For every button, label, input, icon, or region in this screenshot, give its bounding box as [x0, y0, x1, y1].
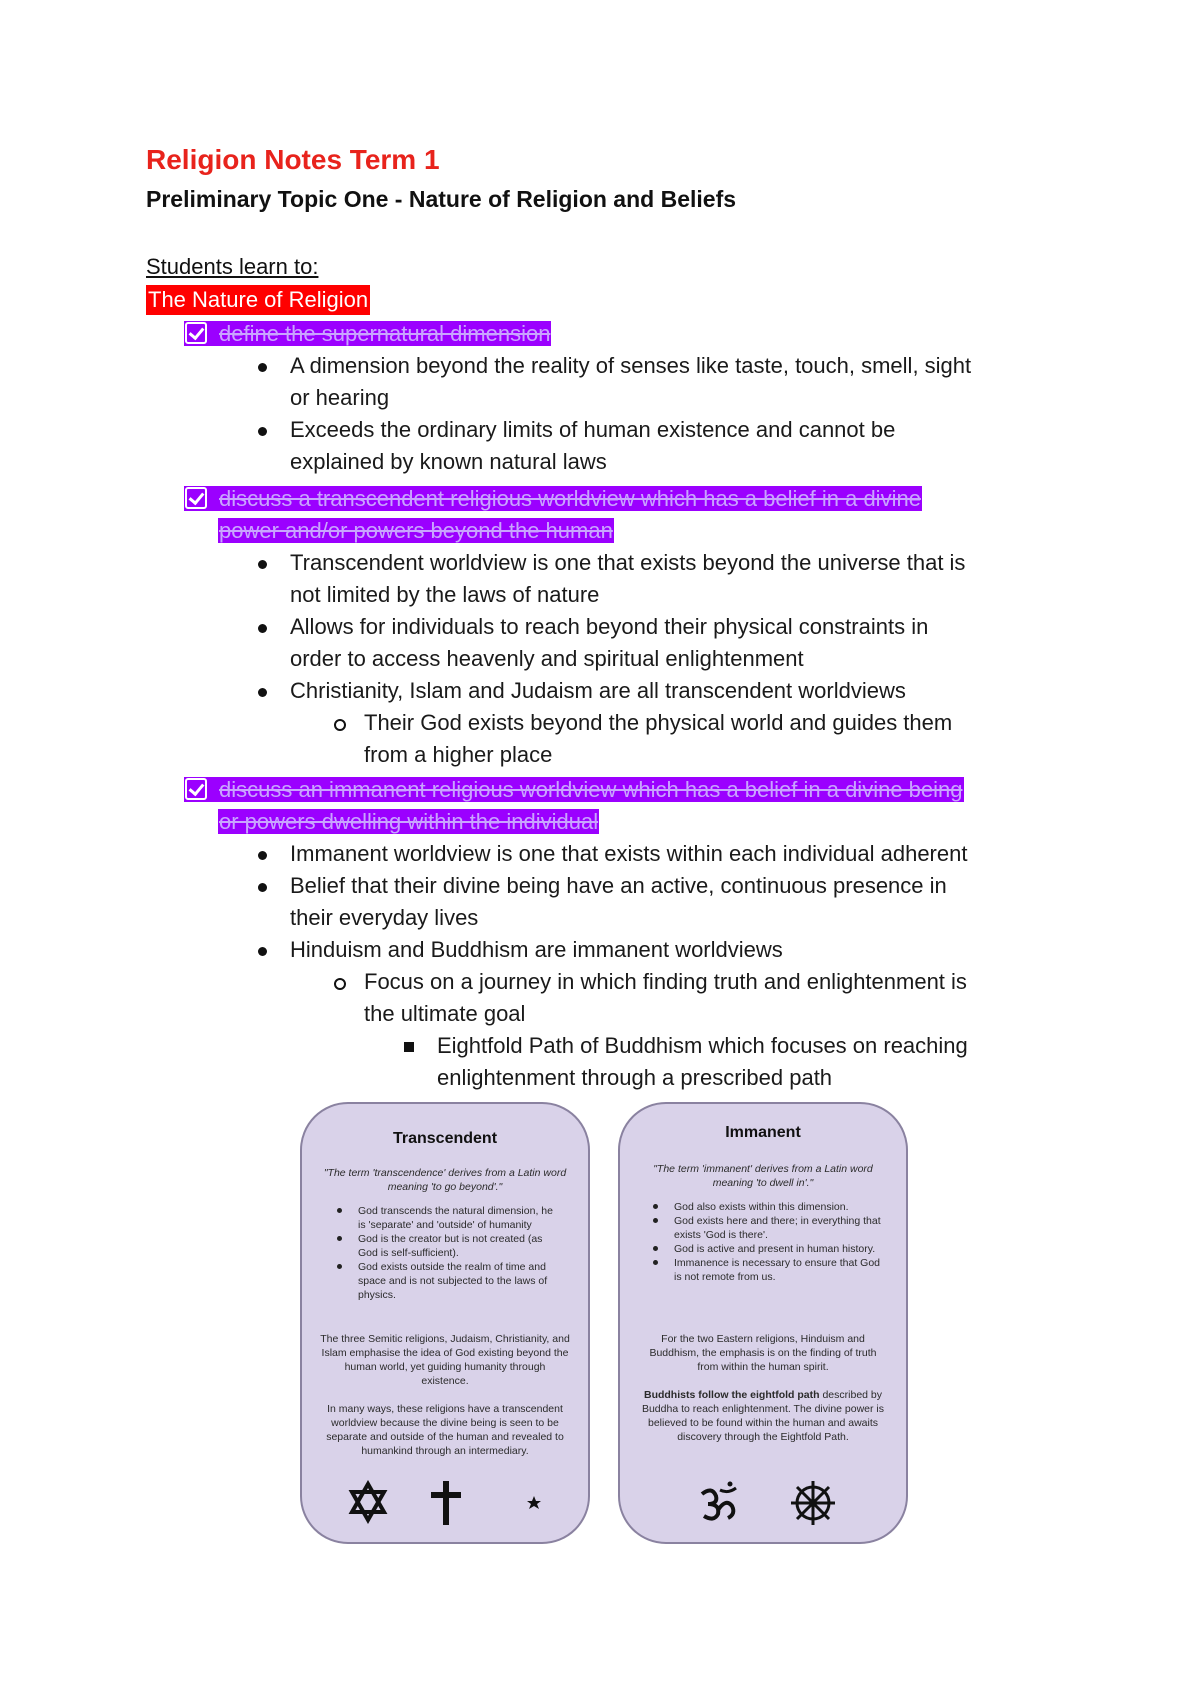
bullet-icon — [258, 363, 267, 372]
card-point: God is active and present in human history. — [650, 1242, 884, 1256]
crescent-star-icon — [500, 1480, 546, 1526]
sub-list-item: Their God exists beyond the physical world and guides them — [364, 707, 952, 739]
immanent-card — [618, 1102, 908, 1544]
card-point: God transcends the natural dimension, he is 'separate' and 'outside' of humanity — [334, 1204, 562, 1232]
card-quote: "The term 'immanent' derives from a Latin word meaning 'to dwell in'." — [653, 1163, 873, 1189]
card-point: God also exists within this dimension. — [650, 1200, 884, 1214]
checkbox-checked-icon[interactable] — [185, 322, 207, 344]
religion-symbols — [302, 1480, 588, 1524]
objective-3-continued: or powers dwelling within the individual — [219, 809, 599, 834]
card-point: God is the creator but is not created (as God is self-sufficient). — [334, 1232, 562, 1260]
card-title: Transcendent — [392, 1130, 498, 1147]
objective-2-text: discuss a transcendent religious worldview which has a belief in a divine — [219, 486, 921, 511]
bullet-icon — [258, 947, 267, 956]
bullet-icon — [258, 851, 267, 860]
card-point: God exists outside the realm of time and space and is not subjected to the laws of physics. — [334, 1260, 562, 1302]
list-item-continued: order to access heavenly and spiritual enlightenment — [290, 646, 804, 671]
list-item: Immanent worldview is one that exists within each individual adherent — [290, 838, 967, 870]
cross-icon — [428, 1480, 464, 1526]
dharma-wheel-icon — [790, 1480, 836, 1526]
card-title: Immanent — [725, 1124, 801, 1141]
card-paragraph: For the two Eastern religions, Hinduism and Buddhism, the emphasis is on the finding of truth from within the human spirit. — [649, 1333, 877, 1373]
religion-symbols — [620, 1480, 906, 1524]
sub-sub-list-item-continued: enlightenment through a prescribed path — [437, 1065, 833, 1090]
objective-2 — [184, 483, 922, 515]
list-item: Allows for individuals to reach beyond their physical constraints in — [290, 611, 928, 643]
list-item-continued: explained by known natural laws — [290, 449, 607, 474]
hollow-bullet-icon — [334, 719, 346, 731]
bullet-icon — [258, 427, 267, 436]
card-paragraph: In many ways, these religions have a transcendent worldview because the divine being is seen to be separate and outside of the human and revealed to humankind through an intermediary. — [326, 1403, 564, 1457]
card-point: God exists here and there; in everything that exists 'God is there'. — [650, 1214, 884, 1242]
hollow-bullet-icon — [334, 978, 346, 990]
list-item-continued: or hearing — [290, 385, 390, 410]
list-item: Exceeds the ordinary limits of human existence and cannot be — [290, 414, 895, 446]
bullet-icon — [258, 688, 267, 697]
transcendent-card — [300, 1102, 590, 1544]
list-item-continued: their everyday lives — [290, 905, 479, 930]
om-icon — [696, 1480, 740, 1524]
bullet-icon — [258, 624, 267, 633]
card-paragraph: The three Semitic religions, Judaism, Christianity, and Islam emphasise the idea of God existing beyond the human world, yet guiding humanity through existence. — [320, 1333, 570, 1387]
section-heading: The Nature of Religion — [146, 285, 370, 315]
list-item: Transcendent worldview is one that exists beyond the universe that is — [290, 547, 965, 579]
objective-3-text: discuss an immanent religious worldview which has a belief in a divine being — [219, 777, 963, 802]
bullet-icon — [258, 560, 267, 569]
list-item-continued: not limited by the laws of nature — [290, 582, 600, 607]
sub-list-item: Focus on a journey in which finding truth and enlightenment is — [364, 966, 967, 998]
card-point-list — [334, 1204, 562, 1302]
card-paragraph-bold: Buddhists follow the eightfold path — [643, 1389, 820, 1401]
list-item: Hinduism and Buddhism are immanent worldviews — [290, 934, 783, 966]
bullet-icon — [258, 883, 267, 892]
list-item: Christianity, Islam and Judaism are all transcendent worldviews — [290, 675, 906, 707]
objective-3 — [184, 774, 964, 806]
sub-sub-list-item: Eightfold Path of Buddhism which focuses on reaching — [437, 1030, 968, 1062]
objective-1 — [184, 318, 551, 350]
page-title: Religion Notes Term 1 — [146, 144, 440, 175]
checkbox-checked-icon[interactable] — [185, 778, 207, 800]
checkbox-checked-icon[interactable] — [185, 487, 207, 509]
page-subtitle: Preliminary Topic One - Nature of Religion and Beliefs — [146, 186, 737, 212]
students-learn-label: Students learn to: — [146, 254, 319, 279]
card-paragraph-rest: described by Buddha to reach enlightenment. The divine power is believed to be found within the human and awaits discovery through the Eightfold Path. — [641, 1389, 885, 1443]
list-item: A dimension beyond the reality of senses like taste, touch, smell, sight — [290, 350, 971, 382]
objective-2-continued: power and/or powers beyond the human — [219, 518, 613, 543]
card-quote: "The term 'transcendence' derives from a Latin word meaning 'to go beyond'." — [323, 1167, 567, 1193]
card-point-list — [650, 1200, 884, 1284]
card-point: Immanence is necessary to ensure that God is not remote from us. — [650, 1256, 884, 1284]
objective-1-text: define the supernatural dimension — [219, 321, 551, 346]
sub-list-item-continued: from a higher place — [364, 742, 553, 767]
square-bullet-icon — [404, 1042, 414, 1052]
card-paragraph — [638, 1388, 888, 1444]
sub-list-item-continued: the ultimate goal — [364, 1001, 526, 1026]
star-of-david-icon — [348, 1480, 388, 1524]
list-item: Belief that their divine being have an active, continuous presence in — [290, 870, 947, 902]
